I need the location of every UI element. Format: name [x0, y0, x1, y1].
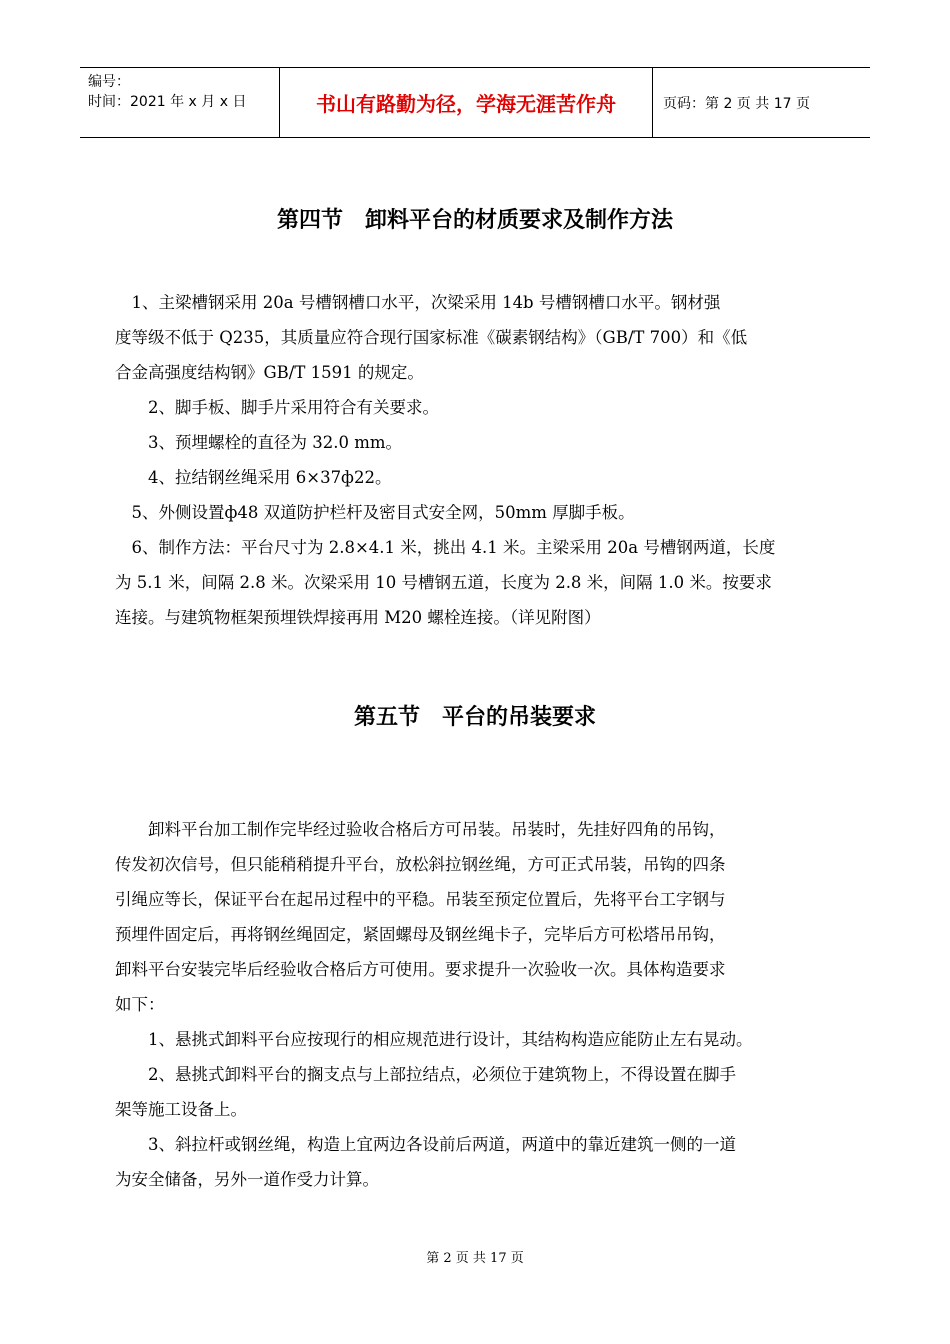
- header-motto: 书山有路勤为径，学海无涯苦作舟: [280, 68, 653, 137]
- section5-line: 架等施工设备上。: [115, 1100, 247, 1119]
- section5-title: 第五节 平台的吊装要求: [353, 705, 596, 730]
- section4-line: 2、脚手板、脚手片采用符合有关要求。: [115, 398, 439, 417]
- section4-line: 度等级不低于 Q235，其质量应符合现行国家标准《碳素钢结构》（GB/T 700）和《低: [115, 328, 748, 347]
- section5-line: 卸料平台加工制作完毕经过验收合格后方可吊装。吊装时，先挂好四角的吊钩，: [115, 820, 726, 839]
- page-footer: 第 2 页 共 17 页: [426, 1251, 524, 1266]
- section5-line: 1、悬挑式卸料平台应按现行的相应规范进行设计，其结构构造应能防止左右晃动。: [115, 1030, 753, 1049]
- section5-line: 预埋件固定后，再将钢丝绳固定，紧固螺母及钢丝绳卡子，完毕后方可松塔吊吊钩，: [115, 925, 726, 944]
- section4-line: 连接。与建筑物框架预埋铁焊接再用 M20 螺栓连接。（详见附图）: [115, 608, 601, 627]
- section4-line: 3、预埋螺栓的直径为 32.0 mm。: [115, 433, 403, 452]
- section5-line: 2、悬挑式卸料平台的搁支点与上部拉结点，必须位于建筑物上，不得设置在脚手: [115, 1065, 736, 1084]
- section5-line: 引绳应等长，保证平台在起吊过程中的平稳。吊装至预定位置后，先将平台工字钢与: [115, 890, 726, 909]
- section4-line: 为 5.1 米，间隔 2.8 米。次梁采用 10 号槽钢五道，长度为 2.8 米，间隔 1.0 米。按要求: [115, 573, 772, 592]
- section5-line: 3、斜拉杆或钢丝绳，构造上宜两边各设前后两道，两道中的靠近建筑一侧的一道: [115, 1135, 736, 1154]
- section5-line: 如下：: [115, 995, 165, 1014]
- header-meta: [80, 68, 280, 137]
- section5-line: 为安全储备，另外一道作受力计算。: [115, 1170, 379, 1189]
- section5-line: 传发初次信号，但只能稍稍提升平台，放松斜拉钢丝绳，方可正式吊装，吊钩的四条: [115, 855, 726, 874]
- section5-body: [115, 812, 835, 1197]
- section5-line: 卸料平台安装完毕后经验收合格后方可使用。要求提升一次验收一次。具体构造要求: [115, 960, 726, 979]
- header-table: [80, 67, 870, 138]
- section4-title: 第四节 卸料平台的材质要求及制作方法: [276, 208, 673, 233]
- section4-body: [115, 285, 835, 635]
- section4-line: 合金高强度结构钢》GB/T 1591 的规定。: [115, 363, 424, 382]
- document-number-label: 编号：: [88, 74, 130, 90]
- section4-line: 5、外侧设置ф48 双道防护栏杆及密目式安全网，50mm 厚脚手板。: [115, 503, 635, 522]
- section4-line: 4、拉结钢丝绳采用 6×37ф22。: [115, 468, 392, 487]
- header-page-info: 页码：第 2 页 共 17 页: [663, 95, 810, 112]
- document-date-label: 时间：2021 年 x 月 x 日: [88, 94, 247, 110]
- section4-line: 6、制作方法：平台尺寸为 2.8×4.1 米，挑出 4.1 米。主梁采用 20a 号槽钢两道，长度: [115, 538, 776, 557]
- section4-line: 1、主梁槽钢采用 20a 号槽钢槽口水平，次梁采用 14b 号槽钢槽口水平。钢材强: [115, 293, 721, 312]
